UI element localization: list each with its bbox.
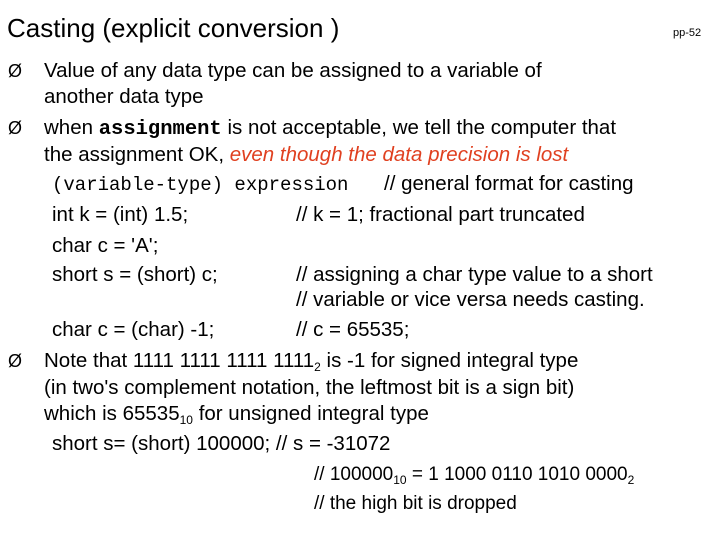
example-short-comment2: // variable or vice versa needs casting. <box>296 288 645 311</box>
bullet2-pre: when <box>44 116 94 139</box>
general-format-comment: // general format for casting <box>384 172 634 195</box>
note1-pre: // 100000 <box>314 464 394 485</box>
example-char-cast-code: char c = (char) -1; <box>52 318 215 341</box>
general-format-code: (variable-type) expression <box>52 174 349 196</box>
example-int-comment: // k = 1; fractional part truncated <box>296 203 585 226</box>
bullet-arrow-icon: Ø <box>8 118 23 138</box>
example-char-code: char c = 'A'; <box>52 234 159 257</box>
example-short-code: short s = (short) c; <box>52 263 218 286</box>
keyword-assignment: assignment <box>98 118 222 141</box>
bullet2-line2-pre: the assignment OK, <box>44 143 225 166</box>
bullet3-line3 <box>44 404 429 425</box>
example-short-comment1: // assigning a char type value to a short <box>296 263 653 286</box>
bullet3-line2: (in two's complement notation, the leftmost bit is a sign bit) <box>44 376 575 399</box>
bullet2-line2 <box>44 145 568 166</box>
subscript-base2: 2 <box>627 473 635 487</box>
bullet3-post: is -1 for signed integral type <box>326 349 579 372</box>
bullet3-pre: Note that 1111 1111 1111 1111 <box>44 349 315 372</box>
bullet3-line1 <box>44 351 578 372</box>
bullet3-line3-pre: which is 65535 <box>44 402 180 425</box>
slide-title: Casting (explicit conversion ) <box>7 13 340 43</box>
subscript-base2: 2 <box>314 360 321 374</box>
subscript-base10: 10 <box>393 473 407 487</box>
bullet2-line1 <box>44 118 616 141</box>
overflow-note2: // the high bit is dropped <box>314 493 517 514</box>
bullet-arrow-icon: Ø <box>8 61 23 81</box>
example-int-code: int k = (int) 1.5; <box>52 203 189 226</box>
precision-lost-note: even though the data precision is lost <box>229 143 569 166</box>
bullet1-line2: another data type <box>44 85 204 108</box>
example-char-cast-comment: // c = 65535; <box>296 318 410 341</box>
bullet3-line3-post: for unsigned integral type <box>198 402 429 425</box>
subscript-base10: 10 <box>179 413 193 427</box>
overflow-note1 <box>314 464 635 487</box>
example-overflow-code: short s= (short) 100000; // s = -31072 <box>52 432 391 455</box>
note1-mid: = 1 1000 0110 1010 0000 <box>411 464 628 485</box>
bullet1-line1: Value of any data type can be assigned to a variable of <box>44 59 542 82</box>
bullet2-post: is not acceptable, we tell the computer that <box>227 116 617 139</box>
page-number: pp-52 <box>673 27 702 39</box>
bullet-arrow-icon: Ø <box>8 351 23 371</box>
